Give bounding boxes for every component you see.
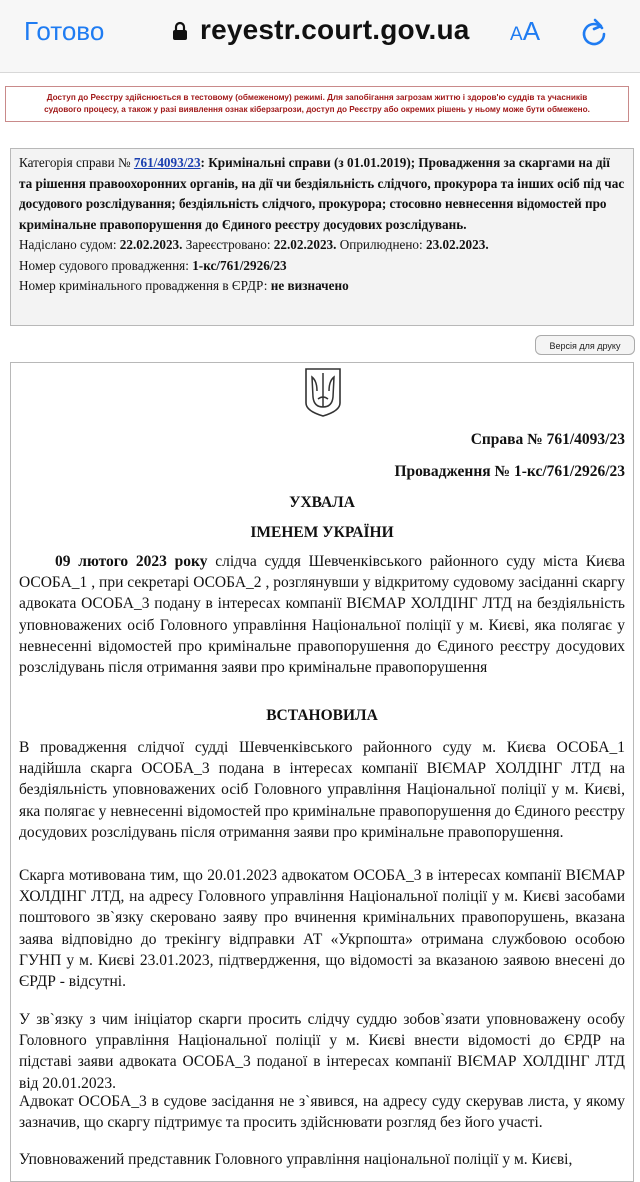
case-info-box bbox=[10, 148, 634, 326]
published-label: Оприлюднено: bbox=[339, 237, 423, 252]
body-paragraph-3: У зв`язку з чим ініціатор скарги просить слідчу суддю зобов`язати уповноважену особу Головного управління Національної поліції у м. Києві внести відомості до ЄРДР на підставі заяви адвоката ОСОБА_3 поданої в інтересах компанії ВІЄМАР ХОЛДІНГ ЛТД від 20.01.2023. bbox=[19, 1011, 625, 1092]
category-text: : Кримінальні справи (з 01.01.2019); Провадження за скаргами на дії та рішення правоохоронних органів, на дії чи бездіяльність слідчого, прокурора та інших осіб під час досудового розслідування; бездіяльність слідчого, прокурора; стосовно невнесення відомостей про кримінальне правопорушення до Єдиного реєстру досудових розслідувань. bbox=[19, 155, 625, 232]
document-title: УХВАЛА bbox=[289, 494, 355, 511]
done-button[interactable]: Готово bbox=[24, 16, 105, 46]
erdr-label: Номер кримінального провадження в ЄРДР: bbox=[19, 278, 268, 293]
registered-label: Зареєстровано: bbox=[185, 237, 271, 252]
notice-line-2: судового процесу, а також у разі виявлення ознак кіберзагрози, доступ до Реєстру або окремих рішень у ньому може бути обмежено. bbox=[44, 105, 590, 114]
case-category bbox=[19, 153, 625, 235]
browser-toolbar bbox=[0, 0, 640, 73]
body-paragraph-2: Скарга мотивована тим, що 20.01.2023 адвокатом ОСОБА_3 в інтересах компанії ВІЄМАР ХОЛДІНГ ЛТД, на адресу Головного управління Національної поліції у м. Києві засобами поштового зв`язку скеровано заяву про вчинення кримінальних правопорушень, вказана заява відповідно до трекінгу відправки АТ «Укрпошта» отримана службовою особою ГУНП у м. Києві 23.01.2023, підтвердження, що відомості за вказаною заявою внесені до ЄРДР - відсутні. bbox=[19, 867, 625, 991]
print-version-button[interactable]: Версія для друку bbox=[535, 335, 635, 355]
document-case-number: Справа № 761/4093/23 bbox=[470, 431, 625, 448]
proceeding-number-row bbox=[19, 256, 625, 277]
court-decision-document bbox=[10, 362, 634, 1182]
proceeding-label: Номер судового провадження: bbox=[19, 257, 189, 273]
text-size-button[interactable] bbox=[510, 16, 540, 47]
sent-date: 22.02.2023. bbox=[119, 237, 183, 252]
intro-text: слідча суддя Шевченківського районного суду міста Києва ОСОБА_1 , при секретарі ОСОБА_2 , розглянувши у відкритому судовому засіданні скаргу адвоката ОСОБА_3 подану в інтересах компанії ВІЄМАР ХОЛДІНГ ЛТД на бездіяльність уповноважених осіб Головного управління Національної поліції у м. Києві, яка полягає у невнесенні відомостей про кримінальне правопорушення до Єдиного реєстру досудових розслідувань після отримання заяви про кримінальне правопорушення bbox=[19, 553, 625, 677]
trident-emblem-icon bbox=[304, 367, 342, 417]
intro-paragraph bbox=[19, 551, 625, 678]
case-dates bbox=[19, 235, 625, 256]
notice-line-1: Доступ до Реєстру здійснюється в тестовому (обмеженому) режимі. Для запобігання загрозам життю і здоров'ю суддів та учасників bbox=[46, 93, 588, 102]
published-date: 23.02.2023. bbox=[425, 237, 489, 252]
erdr-value: не визначено bbox=[270, 278, 349, 293]
proceeding-value: 1-кс/761/2926/23 bbox=[192, 257, 287, 273]
registered-date: 22.02.2023. bbox=[273, 237, 337, 252]
access-notice bbox=[5, 86, 629, 122]
category-label: Категорія справи № bbox=[19, 155, 131, 170]
erdr-number-row bbox=[19, 276, 625, 297]
text-size-big-glyph: A bbox=[522, 16, 541, 46]
body-paragraph-1: В провадження слідчої судді Шевченківського районного суду м. Києва ОСОБА_1 надійшла скарга ОСОБА_3 подана в інтересах компанії ВІЄМАР ХОЛДІНГ ЛТД на бездіяльність уповноважених осіб Головного управління Національної поліції у м. Києві, яка полягає у невнесенні відомостей про кримінальне правопорушення до Єдиного реєстру досудових розслідувань після отримання заяви про кримінальне правопорушення. bbox=[19, 739, 625, 841]
body-paragraph-5: Уповноважений представник Головного управління національної поліції у м. Києві, bbox=[19, 1151, 573, 1168]
document-proceeding-number: Провадження № 1-кс/761/2926/23 bbox=[394, 463, 625, 480]
text-size-small-glyph: A bbox=[510, 24, 523, 45]
section-heading: ВСТАНОВИЛА bbox=[266, 707, 378, 724]
document-subtitle: ІМЕНЕМ УКРАЇНИ bbox=[250, 524, 394, 541]
sent-label: Надіслано судом: bbox=[19, 237, 117, 252]
reload-icon[interactable] bbox=[580, 16, 608, 48]
address-bar[interactable]: reyestr.court.gov.ua bbox=[200, 14, 470, 45]
lock-icon bbox=[172, 21, 188, 41]
body-paragraph-4: Адвокат ОСОБА_3 в судове засідання не з`явився, на адресу суду скерував листа, у якому зазначив, що скаргу підтримує та просить здійснювати розгляд без його участі. bbox=[19, 1093, 625, 1132]
case-number-link[interactable]: 761/4093/23 bbox=[133, 155, 201, 170]
intro-date: 09 лютого 2023 року bbox=[55, 553, 208, 570]
